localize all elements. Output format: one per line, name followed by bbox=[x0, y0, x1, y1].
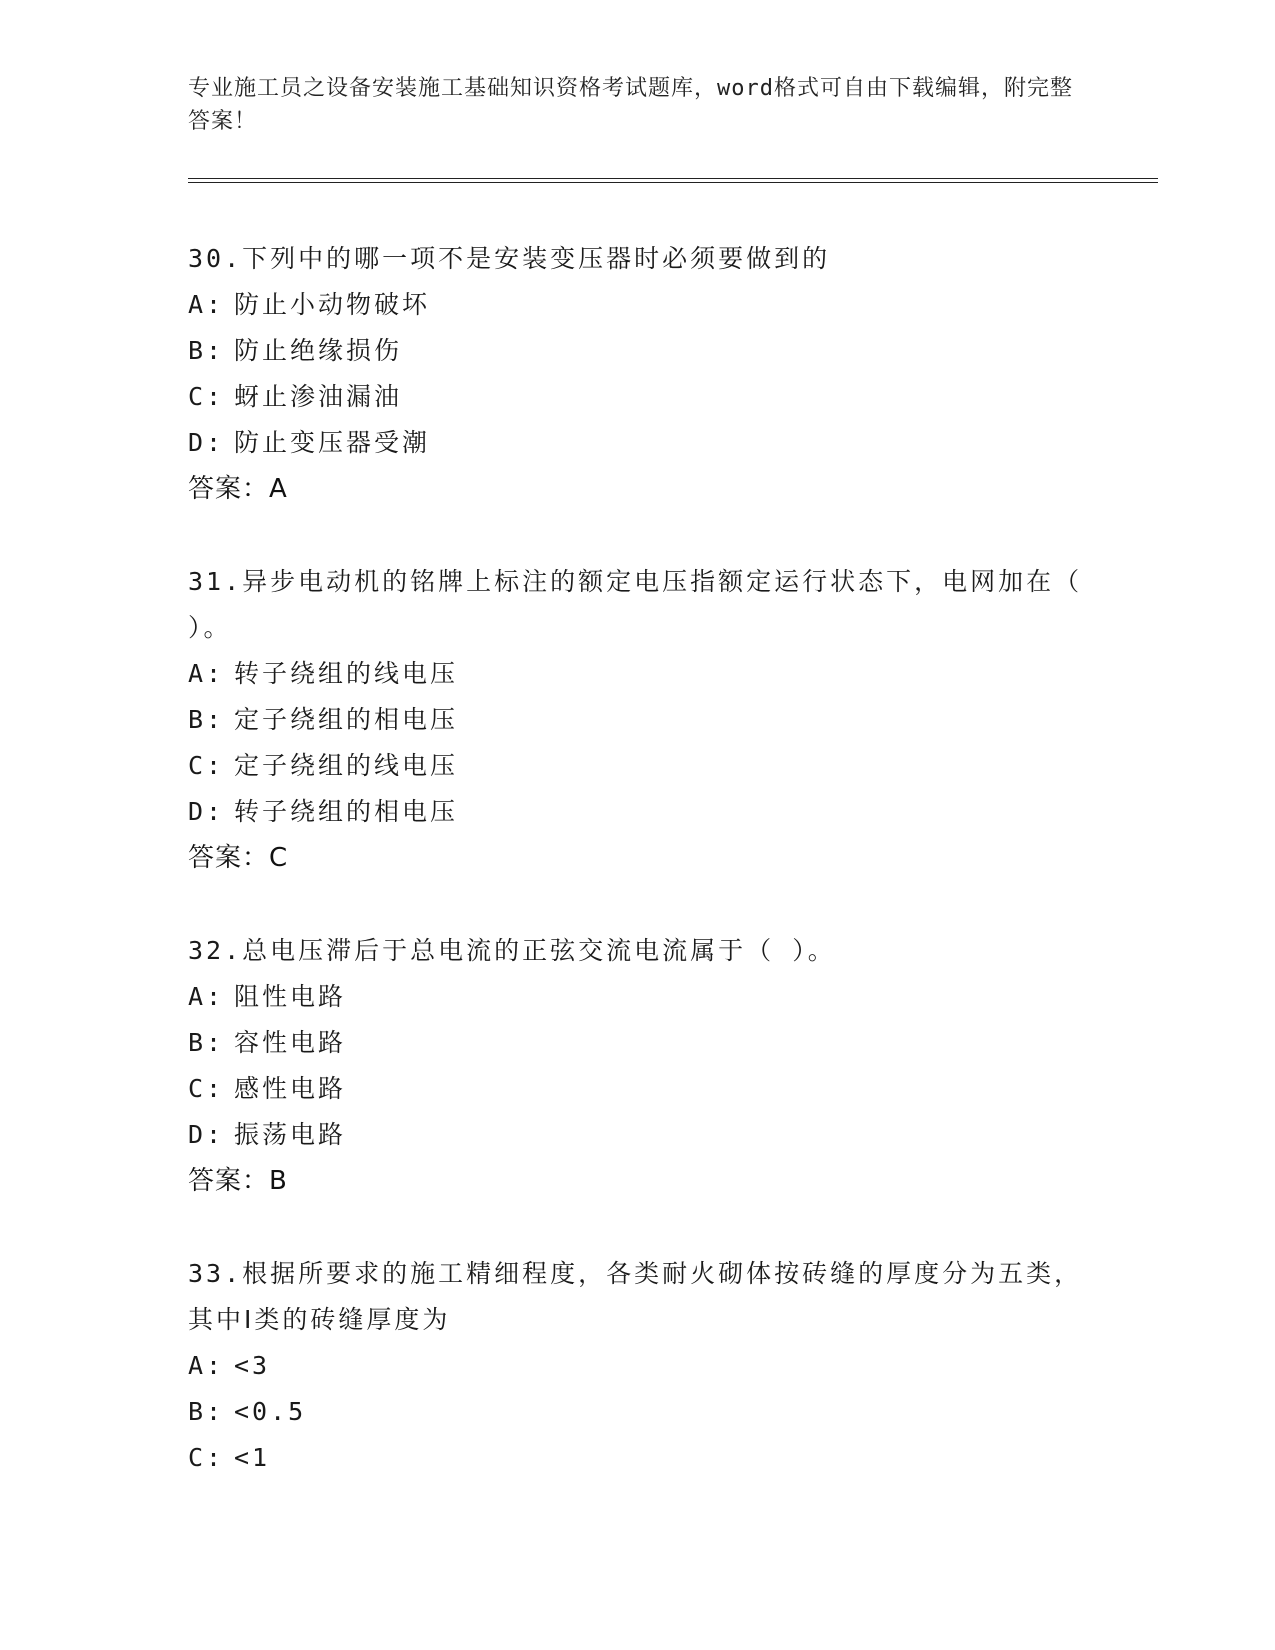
option-text: 容性电路 bbox=[234, 1028, 347, 1057]
question-stem: 32.总电压滞后于总电流的正弦交流电流属于（ ）。 bbox=[188, 936, 836, 965]
option-letter: C: bbox=[188, 1443, 225, 1472]
option-text: 转子绕组的线电压 bbox=[234, 659, 459, 688]
option-text: 蚜止渗油漏油 bbox=[234, 382, 403, 411]
question-option-b bbox=[188, 1389, 1088, 1435]
option-letter: C: bbox=[188, 1074, 225, 1103]
option-text: 振荡电路 bbox=[234, 1120, 347, 1149]
question-item bbox=[188, 559, 1088, 881]
question-list bbox=[188, 236, 1088, 1528]
document-header: 专业施工员之设备安装施工基础知识资格考试题库，word格式可自由下载编辑，附完整答案！ bbox=[188, 76, 1073, 134]
question-stem: 33.根据所要求的施工精细程度，各类耐火砌体按砖缝的厚度分为五类，其中Ⅰ类的砖缝厚度为 bbox=[188, 1259, 1083, 1334]
question-option-a bbox=[188, 1343, 1088, 1389]
option-letter: D: bbox=[188, 797, 225, 826]
header-divider bbox=[188, 178, 1158, 183]
question-stem: 30.下列中的哪一项不是安装变压器时必须要做到的 bbox=[188, 244, 831, 273]
option-text: <1 bbox=[234, 1443, 271, 1472]
question-option-d bbox=[188, 1112, 1088, 1158]
option-letter: A: bbox=[188, 659, 225, 688]
question-stem: 31.异步电动机的铭牌上标注的额定电压指额定运行状态下，电网加在（ ）。 bbox=[188, 567, 1083, 642]
question-option-c bbox=[188, 743, 1088, 789]
question-option-c bbox=[188, 1066, 1088, 1112]
option-letter: A: bbox=[188, 290, 225, 319]
option-letter: C: bbox=[188, 382, 225, 411]
option-text: 防止变压器受潮 bbox=[234, 428, 431, 457]
question-option-d bbox=[188, 789, 1088, 835]
question-option-c bbox=[188, 1435, 1088, 1481]
option-text: 防止绝缘损伤 bbox=[234, 336, 403, 365]
question-option-b bbox=[188, 328, 1088, 374]
question-option-d bbox=[188, 420, 1088, 466]
question-item bbox=[188, 236, 1088, 512]
option-text: <3 bbox=[234, 1351, 271, 1380]
question-answer: 答案：B bbox=[188, 1166, 288, 1196]
option-text: 转子绕组的相电压 bbox=[234, 797, 459, 826]
option-letter: D: bbox=[188, 1120, 225, 1149]
option-letter: A: bbox=[188, 982, 225, 1011]
question-option-a bbox=[188, 974, 1088, 1020]
question-item bbox=[188, 928, 1088, 1204]
option-text: 防止小动物破坏 bbox=[234, 290, 431, 319]
option-text: 定子绕组的相电压 bbox=[234, 705, 459, 734]
option-text: 感性电路 bbox=[234, 1074, 347, 1103]
option-letter: A: bbox=[188, 1351, 225, 1380]
option-letter: B: bbox=[188, 1397, 225, 1426]
question-option-a bbox=[188, 651, 1088, 697]
option-text: 定子绕组的线电压 bbox=[234, 751, 459, 780]
option-letter: B: bbox=[188, 705, 225, 734]
question-option-b bbox=[188, 697, 1088, 743]
question-option-c bbox=[188, 374, 1088, 420]
option-text: 阻性电路 bbox=[234, 982, 347, 1011]
option-letter: C: bbox=[188, 751, 225, 780]
option-text: <0.5 bbox=[234, 1397, 307, 1426]
question-option-b bbox=[188, 1020, 1088, 1066]
option-letter: B: bbox=[188, 1028, 225, 1057]
option-letter: D: bbox=[188, 428, 225, 457]
question-answer: 答案：C bbox=[188, 843, 289, 873]
question-item bbox=[188, 1251, 1088, 1481]
question-option-a bbox=[188, 282, 1088, 328]
question-answer: 答案：A bbox=[188, 474, 288, 504]
option-letter: B: bbox=[188, 336, 225, 365]
